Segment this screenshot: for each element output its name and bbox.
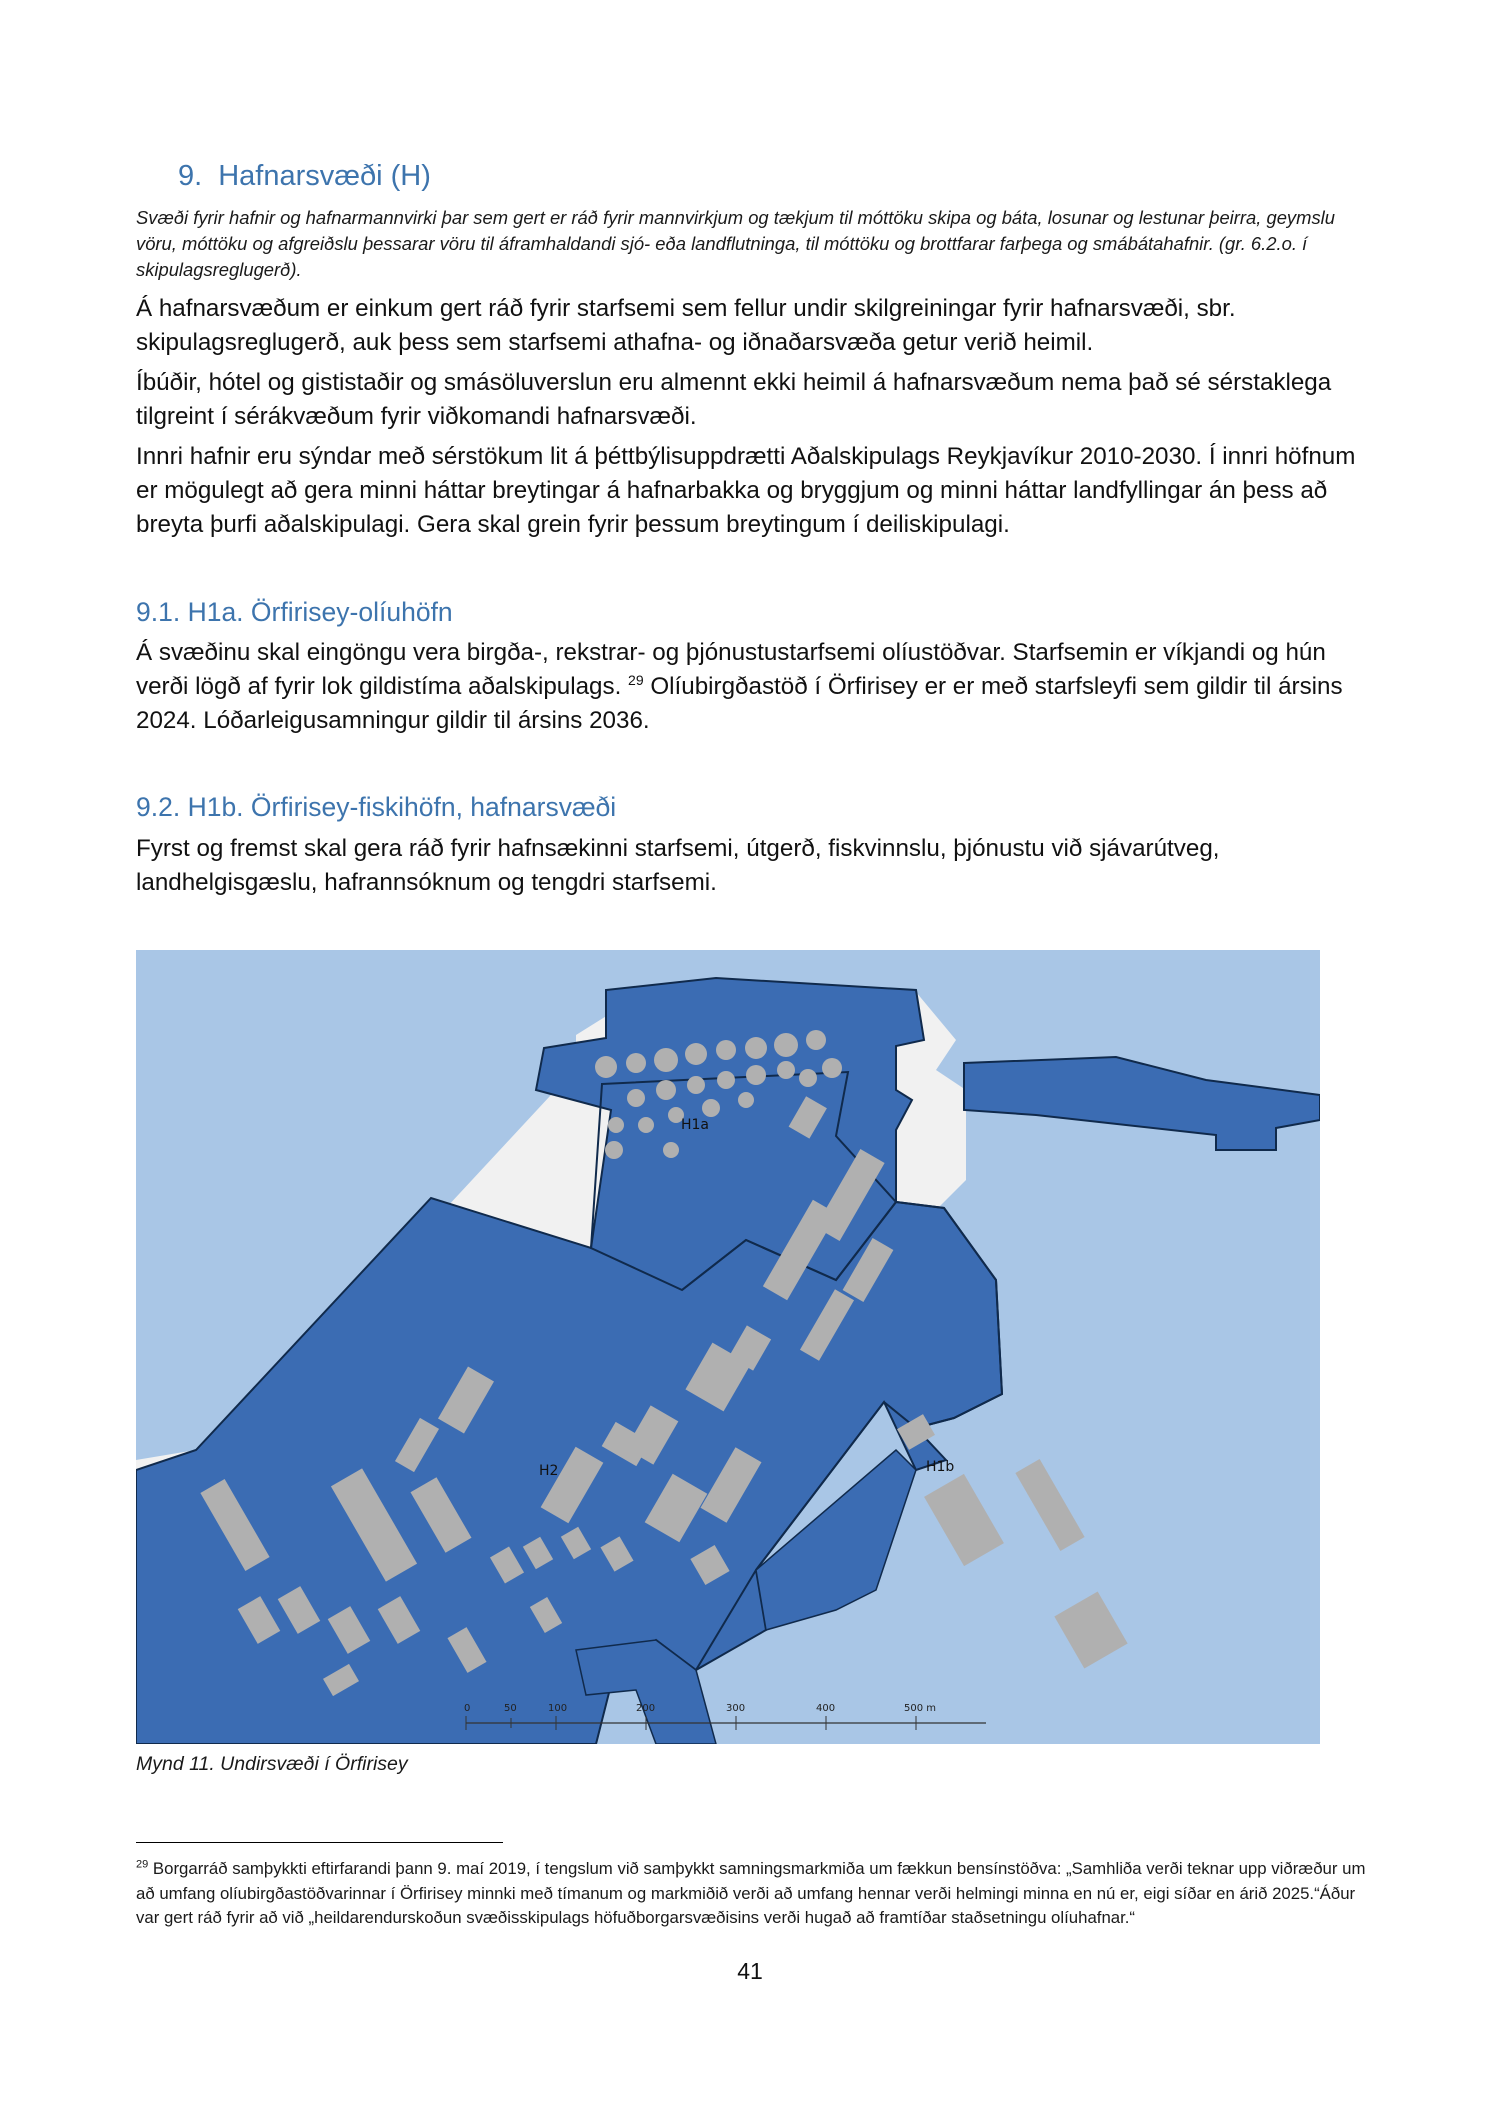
subsection-2-text: Fyrst og fremst skal gera ráð fyrir hafnsækinni starfsemi, útgerð, fiskvinnslu, þjónustu við sjávarútveg, landhelgisgæslu, hafrannsóknum og tengdri starfsemi. [136,835,1220,896]
tank [774,1033,798,1057]
footnote [136,1857,1376,1931]
subsection-1-text-a: Á svæðinu skal eingöngu vera birgða-, rekstrar- og þjónustustarfsemi olíustöðvar. Starfsemin er víkjandi og hún verði lögð af fyrir lok gildistíma aðalskipulags. [136,639,1326,700]
scale-label: 200 [636,1703,656,1714]
tank [745,1037,767,1059]
subsection-1-text [136,636,1376,738]
tank [638,1117,654,1133]
subsection-2-heading: 9.2. H1b. Örfirisey-fiskihöfn, hafnarsvæði [136,792,617,822]
tank [654,1048,678,1072]
zoning-map [136,950,1320,1744]
tank [799,1069,817,1087]
tank [687,1076,705,1094]
map-label-h1b: H1b [926,1459,955,1475]
tank [626,1053,646,1073]
tank [717,1071,735,1089]
scale-label: 400 [816,1703,836,1714]
subsection-1-text-b: Olíubirgðastöð í Örfirisey er er með starfsleyfi sem gildir til ársins 2024. Lóðarleigusamningur gildir til ársins 2036. [136,673,1343,734]
tank [746,1065,766,1085]
tank [716,1040,736,1060]
tank [656,1080,676,1100]
tank [777,1061,795,1079]
tank [663,1142,679,1158]
scale-label: 500 m [904,1703,937,1714]
page-number: 41 [737,1958,763,1984]
footnote-text: Borgarráð samþykkti eftirfarandi þann 9. maí 2019, í tengslum við samþykkt samningsmarkmiða um fækkun bensínstöðva: „Samhliða verði teknar upp viðræður um að umfang olíubirgðastöðvarinnar í Örfirisey minnki með tímanum og markmiðið verði að umfang hennar verði helmingi minna en nú er, eigi síðar en árið 2025.“Áður var gert ráð fyrir að við „heildarendurskoðun svæðisskipulags höfuðborgarsvæðisins verði hugað að framtíðar staðsetningu olíuhafnar.“ [136,1859,1366,1927]
tank [806,1030,826,1050]
scale-label: 0 [464,1703,471,1714]
section-title: Hafnarsvæði (H) [218,160,431,192]
map-label-h2: H2 [539,1463,559,1479]
subsection-1-heading: 9.1. H1a. Örfirisey-olíuhöfn [136,597,453,627]
scale-label: 50 [504,1703,517,1714]
tank [605,1141,623,1159]
tank [702,1099,720,1117]
paragraph-1: Á hafnarsvæðum er einkum gert ráð fyrir starfsemi sem fellur undir skilgreiningar fyrir hafnarsvæði, sbr. skipulagsreglugerð, auk þess sem starfsemi athafna- og iðnaðarsvæða getur verið heimil. [136,295,1236,356]
paragraph-3: Innri hafnir eru sýndar með sérstökum lit á þéttbýlisuppdrætti Aðalskipulags Reykjavíkur 2010-2030. Í innri höfnum er mögulegt að gera minni háttar breytingar á hafnarbakka og bryggjum og minni háttar landfyllingar án þess að breyta þurfi aðalskipulagi. Gera skal grein fyrir þessum breytingum í deiliskipulagi. [136,443,1356,538]
tank [627,1089,645,1107]
tank [608,1117,624,1133]
section-definition: Svæði fyrir hafnir og hafnarmannvirki þar sem gert er ráð fyrir mannvirkjum og tækjum til móttöku skipa og báta, losunar og lestunar þeirra, geymslu vöru, móttöku og afgreiðslu þessarar vöru til áframhaldandi sjó- eða landflutninga, til móttöku og brottfarar farþega og smábátahafnir. (gr. 6.2.o. í skipulagsreglugerð). [136,207,1335,280]
section-heading [178,160,431,193]
paragraph-2: Íbúðir, hótel og gististaðir og smásöluverslun eru almennt ekki heimil á hafnarsvæðum nema það sé sérstaklega tilgreint í sérákvæðum fyrir viðkomandi hafnarsvæði. [136,369,1332,430]
scale-label: 300 [726,1703,746,1714]
figure-caption: Mynd 11. Undirsvæði í Örfirisey [136,1753,408,1775]
tank [822,1058,842,1078]
footnote-number: 29 [136,1858,149,1871]
map-label-h1a: H1a [681,1117,710,1133]
tank [738,1092,754,1108]
footnote-reference[interactable]: 29 [628,671,644,688]
map-svg [136,950,1320,1744]
tank [595,1056,617,1078]
tank [685,1043,707,1065]
scale-label: 100 [548,1703,568,1714]
footnote-separator [136,1842,503,1843]
section-number: 9. [178,160,203,192]
